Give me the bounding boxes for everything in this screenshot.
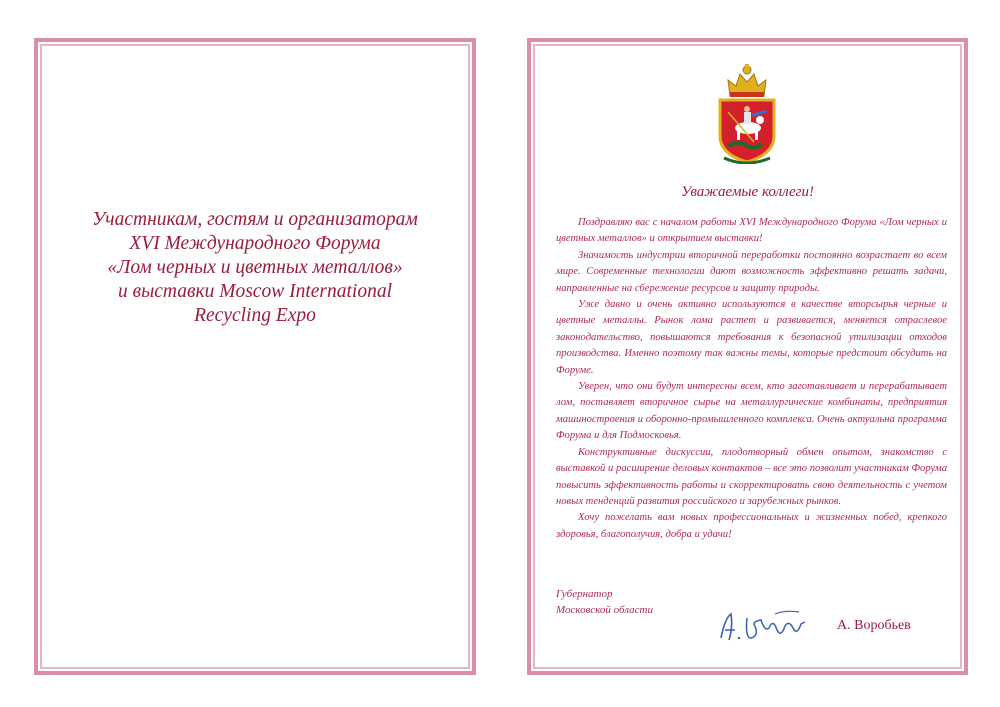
dedication-line: «Лом черных и цветных металлов» [107,257,403,278]
signer-title [556,586,653,618]
letter-paragraph: Уже давно и очень активно используются в качестве вторсырья черные и цветные металлы. Рынок лома растет и развивается, меняется отраслевое законодательство, повышаются требования к безопасной утилизации отходов производства. Именно поэтому так важны темы, которые предстоит обсудить на Форуме. [556,299,947,376]
letter-paragraph: Поздравляю вас с началом работы XVI Международного Форума «Лом черных и цветных металлов» и открытием выставки! [556,217,947,245]
dedication-line: и выставки Moscow International [117,281,392,302]
dedication-line: Участникам, гостям и организаторам [92,209,418,230]
dedication-line: Recycling Expo [194,305,316,326]
letter-paragraph: Конструктивные дискуссии, плодотворный обмен опытом, знакомство с выставкой и расширение деловых контактов – все это позволит участникам Форума повысить эффективность работы и скорректировать свою деятельность с учетом новых тенденций развития российского и зарубежных рынков. [556,446,947,507]
letter-paragraph: Хочу пожелать вам новых профессиональных и жизненных побед, крепкого здоровья, благополучия, добра и удачи! [556,512,947,540]
dedication-line: XVI Международного Форума [129,233,381,254]
salutation: Уважаемые коллеги! [680,184,814,200]
signer-title-line: Губернатор [556,588,613,600]
signer-title-line: Московской области [556,604,653,616]
letter-body [556,215,947,543]
left-page [34,38,476,675]
handwritten-signature [715,608,815,648]
right-page [527,38,968,675]
letter-paragraph: Значимость индустрии вторичной переработки постоянно возрастает во всем мире. Современные технологии дают возможность эффективно решать задачи, направленные на сбережение ресурсов и защиту природы. [556,249,947,294]
letter-paragraph: Уверен, что они будут интересны всем, кто заготавливает и перерабатывает лом, поставляет вторичное сырье на металлургические комбинаты, предприятия машиностроения и оборонно-промышленного комплекса. Очень актуальна программа Форума и для Подмосковья. [556,381,947,442]
signer-name: А. Воробьев [837,618,911,633]
dedication-block [38,208,472,328]
coat-of-arms-icon [714,62,780,164]
